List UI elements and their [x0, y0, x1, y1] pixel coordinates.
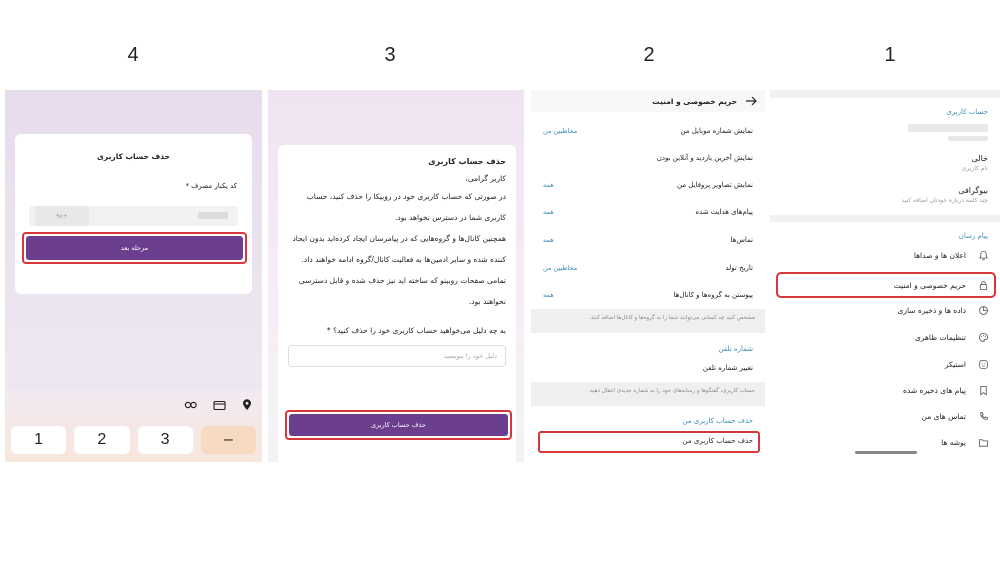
otp-card [15, 134, 252, 294]
delete-section-title: حذف حساب کاربری من [682, 417, 753, 425]
privacy-row-value: مخاطبین من [543, 126, 578, 135]
highlight-box-privacy [776, 272, 996, 298]
menu-item-appearance[interactable] [778, 327, 990, 347]
folder-icon [976, 435, 990, 449]
account-section-title: حساب کاربری [946, 108, 988, 116]
step-number-4: 4 [127, 44, 139, 66]
privacy-row-phone-visibility[interactable] [531, 117, 765, 144]
privacy-row-label: نمایش آخرین بازدید و آنلاین بودن [656, 153, 753, 162]
delete-account-button[interactable]: حذف حساب کاربری [289, 414, 508, 436]
card-icon[interactable] [212, 398, 226, 412]
key-3[interactable]: 3 [138, 426, 193, 454]
key-minus[interactable]: – [201, 426, 256, 454]
username-caption: نام کاربری [961, 165, 988, 172]
groups-note: مشخص کنید چه کسانی می‌توانند شما را به گروه‌ها و کانال‌ها اضافه کنند. [531, 309, 765, 333]
username-row[interactable] [782, 154, 988, 172]
blurred-phone-number [908, 124, 988, 132]
privacy-row-label: پیام‌های هدایت شده [695, 207, 753, 216]
card-title: حذف حساب کاربری [97, 152, 170, 161]
palette-icon [976, 330, 990, 344]
menu-item-label: استیکر [944, 359, 966, 369]
paragraph-1: در صورتی که حساب کاربری خود در روبیکا را حذف کنید، حساب کاربری شما در دسترس نخواهد بود. [306, 192, 506, 222]
card-title: حذف حساب کاربری [428, 157, 506, 166]
privacy-row-value: همه [543, 290, 554, 299]
privacy-row-label: تماس‌ها [730, 235, 753, 244]
menu-item-label: اعلان ها و صداها [913, 250, 966, 260]
privacy-row-value: همه [543, 207, 554, 216]
key-icon[interactable] [184, 398, 198, 412]
highlight-box-delete-button [285, 410, 512, 440]
reason-input[interactable]: دلیل خود را بنویسید [288, 345, 506, 367]
otp-verification-screen [5, 90, 262, 462]
greeting: کاربر گرامی، [465, 174, 506, 183]
privacy-row-groups[interactable] [531, 281, 765, 308]
keypad-row [11, 426, 256, 454]
privacy-row-label: نمایش تصاویر پروفایل من [676, 180, 753, 189]
paragraph-2: همچنین کانال‌ها و گروه‌هایی که در پیامرسان ایجاد کرده‌اید بدون ایجاد کننده شده و سایر ادمین‌ها به فعالیت کانال/گروه ادامه خواهند داد. [292, 234, 506, 264]
home-indicator [855, 451, 917, 454]
privacy-row-value: مخاطبین من [543, 263, 578, 272]
otp-label: کد یکبار مصرف * [185, 182, 237, 190]
privacy-row-label: پیوستن به گروه‌ها و کانال‌ها [673, 290, 753, 299]
highlight-box-next-button [22, 232, 247, 264]
menu-item-data-storage[interactable] [778, 300, 990, 320]
privacy-row-value: همه [543, 180, 554, 189]
settings-screen [770, 90, 1000, 462]
back-arrow-icon[interactable] [745, 96, 757, 106]
menu-item-folders[interactable] [778, 432, 990, 452]
delete-account-info-screen [268, 90, 524, 462]
key-2[interactable]: 2 [74, 426, 129, 454]
phone-section-title: شماره تلفن [718, 345, 753, 353]
keyboard-toolbar [184, 398, 254, 412]
step-number-2: 2 [643, 44, 655, 66]
status-bar [770, 90, 1000, 98]
bookmark-icon [976, 383, 990, 397]
privacy-row-last-seen[interactable] [531, 144, 765, 171]
menu-item-label: حریم خصوصی و امنیت [893, 280, 966, 290]
menu-item-notifications[interactable] [778, 245, 990, 265]
change-phone-row[interactable]: تغییر شماره تلفن [702, 364, 753, 372]
keyboard [5, 390, 262, 462]
location-pin-icon[interactable] [240, 398, 254, 412]
next-step-button[interactable]: مرحله بعد [26, 236, 243, 260]
privacy-row-birthday[interactable] [531, 254, 765, 281]
privacy-row-calls[interactable] [531, 226, 765, 253]
pie-chart-icon [976, 303, 990, 317]
blurred-caption [948, 136, 988, 141]
menu-item-label: پیام های ذخیره شده [903, 385, 966, 395]
privacy-row-forwarded[interactable] [531, 198, 765, 225]
phone-icon [976, 409, 990, 423]
bio-caption: چند کلمه درباره خودتان اضافه کنید [901, 197, 988, 204]
username-value: خالی [971, 154, 988, 163]
sticker-icon [976, 357, 990, 371]
menu-item-label: پوشه ها [941, 437, 966, 447]
menu-item-sticker[interactable] [778, 354, 990, 374]
privacy-row-value: همه [543, 235, 554, 244]
otp-field[interactable] [29, 206, 238, 226]
blurred-value [198, 212, 228, 219]
country-code: +۹۸ [35, 206, 89, 226]
step-number-1: 1 [884, 44, 896, 66]
menu-item-label: تنظیمات ظاهری [914, 332, 966, 342]
privacy-row-profile-photos[interactable] [531, 171, 765, 198]
divider [770, 215, 1000, 222]
menu-item-label: داده ها و ذخیره سازی [897, 305, 966, 315]
phone-note: حساب کاربری، گفتگوها و رسانه‌های خود را به شماره جدیدی انتقال دهید. [531, 382, 765, 406]
bio-row[interactable] [782, 186, 988, 204]
messenger-section-title: پیام رسان [958, 232, 988, 240]
page-title: حریم خصوصی و امنیت [652, 96, 737, 106]
privacy-row-label: تاریخ تولد [725, 263, 753, 272]
bio-title: بیوگرافی [958, 186, 988, 195]
reason-question: به چه دلیل می‌خواهید حساب کاربری خود را حذف کنید؟ * [326, 326, 506, 335]
privacy-security-screen [531, 90, 765, 462]
privacy-row-label: نمایش شماره موبایل من [680, 126, 753, 135]
privacy-header [531, 90, 765, 112]
highlight-box-delete [538, 431, 760, 453]
delete-account-row[interactable]: حذف حساب کاربری من [682, 437, 753, 445]
menu-item-saved-messages[interactable] [778, 380, 990, 400]
bell-icon [976, 248, 990, 262]
menu-item-my-calls[interactable] [778, 406, 990, 426]
paragraph-3: تمامی صفحات روبینو که ساخته اید نیز حذف شده و قابل دسترسی نخواهند بود. [298, 276, 506, 306]
menu-item-label: تماس های من [921, 411, 966, 421]
step-number-3: 3 [384, 44, 396, 66]
key-1[interactable]: 1 [11, 426, 66, 454]
